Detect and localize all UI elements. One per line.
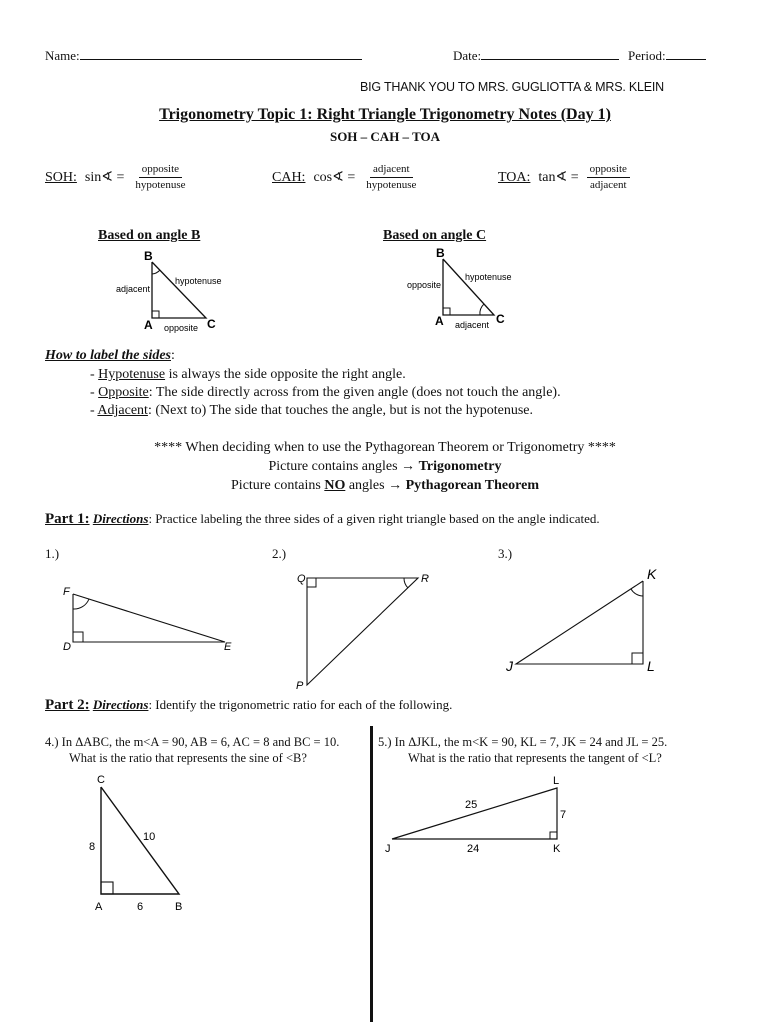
- jkl-vertex-l: L: [553, 775, 560, 787]
- angle-c-vertex-b: B: [436, 246, 445, 260]
- vertex-r: R: [421, 573, 429, 585]
- vertex-q: Q: [297, 573, 306, 585]
- angle-c-opposite-label: opposite: [407, 280, 442, 290]
- list-item: [90, 384, 561, 402]
- jkl-vertex-j: J: [385, 843, 391, 855]
- angles-text: Picture contains angles →: [268, 459, 419, 474]
- cos-func: cos∢ =: [313, 170, 356, 185]
- def-opposite: : The side directly across from the given angle (does not touch the angle).: [148, 385, 561, 400]
- abc-vertex-b: B: [175, 901, 183, 913]
- list-dash: -: [90, 385, 95, 400]
- triangle-jkl: [380, 770, 580, 860]
- name-label: Name:: [45, 48, 80, 63]
- list-item: [90, 402, 561, 420]
- question-5: [378, 734, 667, 766]
- triangle-qrp: [288, 568, 438, 693]
- label-sides-title: How to label the sides: [45, 348, 171, 363]
- vertex-d: D: [63, 641, 71, 653]
- no-text: NO: [324, 478, 346, 493]
- triangle-def: [55, 580, 245, 660]
- angle-c-adjacent-label: adjacent: [455, 320, 490, 330]
- angle-b-opposite-label: opposite: [164, 323, 199, 333]
- vertex-f: F: [63, 586, 70, 598]
- pythag-text: Pythagorean Theorem: [405, 478, 539, 493]
- toa-tag: TOA:: [498, 169, 531, 185]
- jkl-side-jk: 24: [467, 843, 480, 855]
- angle-b-adjacent-label: adjacent: [116, 284, 151, 294]
- toa-denominator: adjacent: [589, 179, 627, 191]
- problem-1-num: 1.): [45, 546, 60, 561]
- period-label: Period:: [628, 48, 666, 63]
- name-line[interactable]: [45, 48, 362, 64]
- angle-c-vertex-c: C: [496, 312, 505, 326]
- angle-b-hypotenuse-label: hypotenuse: [175, 276, 222, 286]
- list-dash: -: [90, 403, 95, 418]
- problem-2-num: 2.): [272, 546, 287, 561]
- soh-denominator: hypotenuse: [135, 179, 186, 191]
- page-subtitle: SOH – CAH – TOA: [329, 129, 441, 144]
- term-opposite: Opposite: [98, 385, 149, 400]
- vertex-j: J: [506, 658, 513, 674]
- part1-directions-text: : Practice labeling the three sides of a given right triangle based on the angle indicated.: [148, 511, 600, 526]
- abc-side-ab: 6: [137, 901, 144, 913]
- vertex-l: L: [647, 658, 655, 674]
- angle-b-vertex-c: C: [207, 317, 216, 331]
- jkl-side-jl: 25: [465, 799, 478, 811]
- soh-fraction: [132, 163, 188, 192]
- period-line[interactable]: [628, 48, 706, 64]
- jkl-vertex-k: K: [553, 843, 561, 855]
- deciding-note: [0, 438, 770, 495]
- abc-side-bc: 10: [143, 831, 156, 843]
- question-4-line-1: 4.) In ΔABC, the m<A = 90, AB = 6, AC = 8 and BC = 10.: [45, 735, 340, 749]
- toa-numerator: opposite: [587, 163, 630, 178]
- column-divider: [370, 726, 373, 1022]
- angle-c-triangle: [400, 245, 530, 335]
- vertex-p: P: [296, 680, 304, 692]
- deciding-line-2: [0, 457, 770, 476]
- abc-vertex-a: A: [95, 901, 103, 913]
- sin-func: sin∢ =: [84, 170, 125, 185]
- part2-directions-label: Directions: [92, 697, 149, 712]
- list-dash: -: [90, 367, 95, 382]
- problem-3-num: 3.): [498, 546, 513, 561]
- trig-text: Trigonometry: [418, 459, 502, 474]
- cah-formula: [272, 163, 419, 192]
- angle-c-hypotenuse-label: hypotenuse: [465, 272, 512, 282]
- label-sides-list: [90, 366, 561, 420]
- cah-tag: CAH:: [272, 169, 306, 185]
- angle-b-triangle: [110, 248, 240, 334]
- list-item: [90, 366, 561, 384]
- part2-label: Part 2:: [45, 697, 90, 713]
- soh-numerator: opposite: [139, 163, 182, 178]
- question-4: [45, 734, 339, 766]
- part1-header: [45, 511, 600, 528]
- angle-c-heading: Based on angle C: [383, 228, 487, 243]
- date-line[interactable]: [453, 48, 619, 64]
- cah-denominator: hypotenuse: [366, 179, 417, 191]
- cah-numerator: adjacent: [370, 163, 413, 178]
- deciding-line-3: [0, 476, 770, 495]
- thanks-note: BIG THANK YOU TO MRS. GUGLIOTTA & MRS. KLEIN: [360, 80, 664, 94]
- tan-func: tan∢ =: [538, 170, 579, 185]
- jkl-side-kl: 7: [560, 809, 567, 821]
- abc-vertex-c: C: [97, 774, 105, 786]
- part1-label: Part 1:: [45, 511, 90, 527]
- page-title: Trigonometry Topic 1: Right Triangle Trigonometry Notes (Day 1): [159, 106, 611, 123]
- term-adjacent: Adjacent: [97, 403, 148, 418]
- part2-header: [45, 697, 452, 714]
- question-4-line-2: What is the ratio that represents the sine of <B?: [69, 751, 307, 765]
- angle-b-vertex-a: A: [144, 318, 153, 332]
- triangle-kjl: [500, 565, 670, 675]
- deciding-line-1: **** When deciding when to use the Pythagorean Theorem or Trigonometry ****: [154, 440, 616, 455]
- question-5-line-2: What is the ratio that represents the tangent of <L?: [408, 751, 662, 765]
- date-label: Date:: [453, 48, 482, 63]
- toa-fraction: [587, 163, 630, 192]
- triangle-abc: [80, 770, 200, 915]
- no-angles-mid: angles →: [345, 478, 406, 493]
- def-hypotenuse: is always the side opposite the right angle.: [165, 367, 406, 382]
- soh-tag: SOH:: [45, 169, 77, 185]
- no-angles-pre: Picture contains: [231, 478, 325, 493]
- angle-c-vertex-a: A: [435, 314, 444, 328]
- cah-fraction: [363, 163, 419, 192]
- toa-formula: [498, 163, 630, 192]
- part2-directions-text: : Identify the trigonometric ratio for each of the following.: [148, 697, 453, 712]
- question-5-line-1: 5.) In ΔJKL, the m<K = 90, KL = 7, JK = 24 and JL = 25.: [378, 735, 668, 749]
- angle-b-vertex-b: B: [144, 249, 153, 263]
- def-adjacent: : (Next to) The side that touches the angle, but is not the hypotenuse.: [147, 403, 533, 418]
- label-sides-heading: How to label the sides:: [45, 348, 175, 363]
- soh-formula: [45, 163, 188, 192]
- part1-directions-label: Directions: [92, 511, 149, 526]
- vertex-k: K: [647, 566, 657, 582]
- term-hypotenuse: Hypotenuse: [98, 367, 166, 382]
- abc-side-ac: 8: [89, 841, 96, 853]
- vertex-e: E: [224, 641, 232, 653]
- angle-b-heading: Based on angle B: [98, 228, 201, 243]
